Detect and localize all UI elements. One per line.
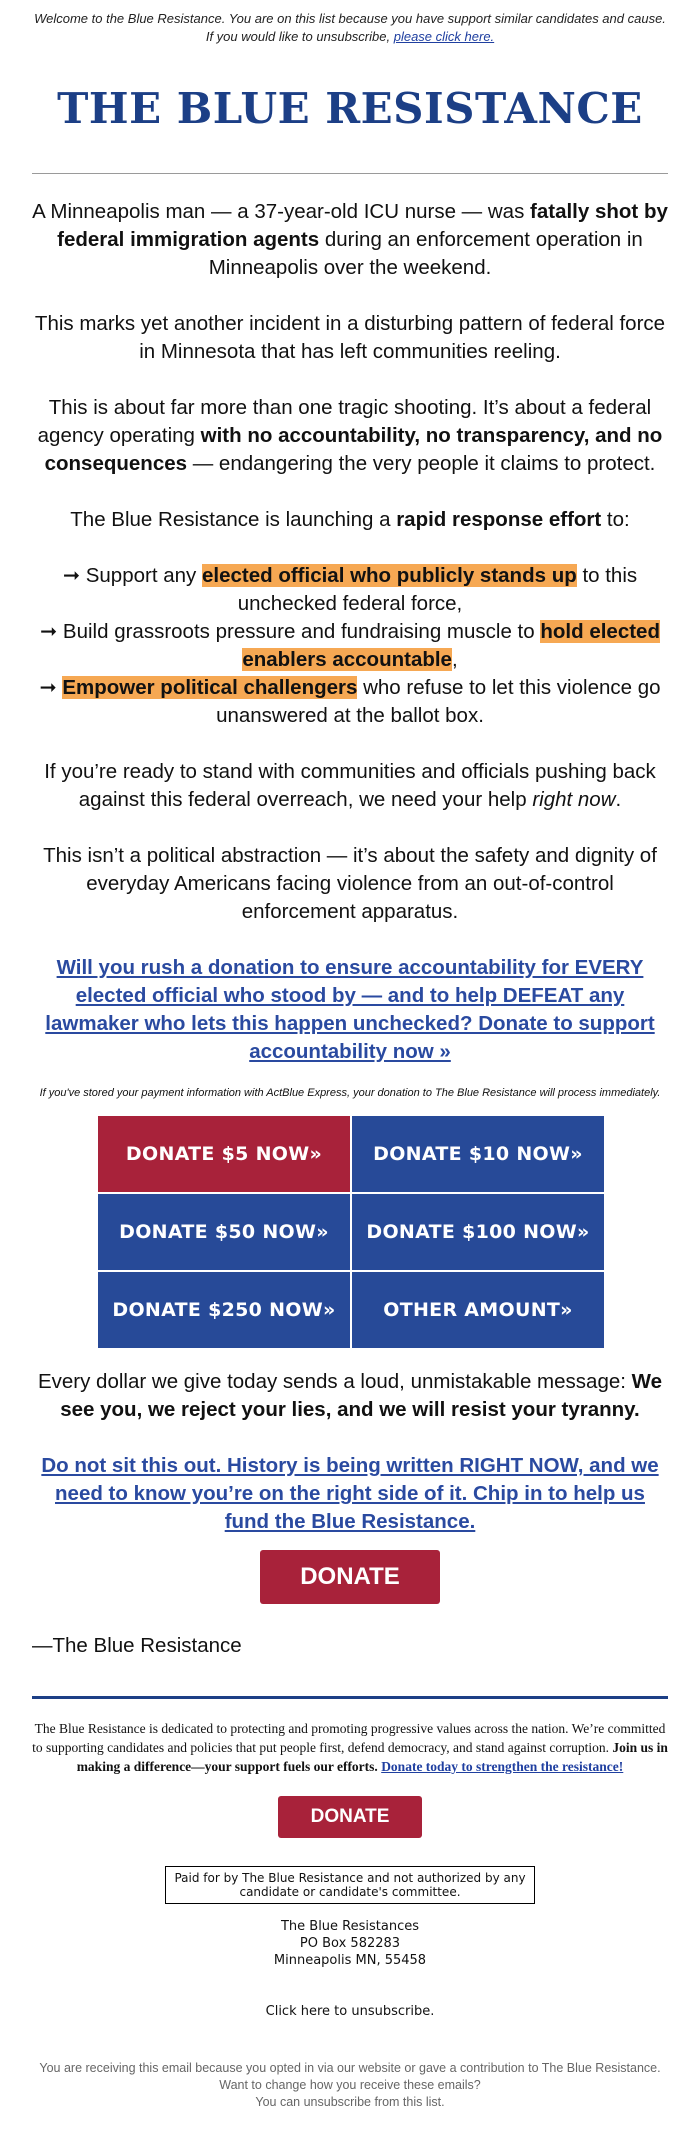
preheader <box>32 0 668 46</box>
bullet-1-text: Support any <box>80 564 202 587</box>
p5-text-c: . <box>615 788 622 811</box>
p7-text-a: Every dollar we give today sends a loud, unmistakable message: <box>37 1370 632 1393</box>
bullet-3-rest: who refuse to let this violence go unanswered at the ballot box. <box>216 676 661 727</box>
footer-donate-link[interactable]: Donate today to strengthen the resistance! <box>381 1759 624 1774</box>
p3-bold: with no accountability, no transparency, and no consequences <box>44 424 663 475</box>
logo-text: THE BLUE RESISTANCE <box>57 84 643 133</box>
mailing-address <box>32 1918 668 1969</box>
p4-bold: rapid response effort <box>396 508 602 531</box>
paragraph-1 <box>32 198 668 282</box>
paragraph-7 <box>32 1368 668 1424</box>
paragraph-5 <box>32 758 668 814</box>
donate-amount-button[interactable]: DONATE $5 NOW» <box>98 1116 350 1192</box>
donate-amount-grid <box>98 1116 602 1348</box>
footer-unsubscribe-link[interactable]: Click here to unsubscribe. <box>265 2004 435 2019</box>
address-city: Minneapolis MN, 55458 <box>273 1953 427 1968</box>
arrow-icon: ➞ <box>62 564 81 587</box>
optin-text: You are receiving this email because you opted in via our website or gave a contribution to The Blue Resistance. Want to change how you receive these emails? <box>39 2061 661 2092</box>
p1-text-a: A Minneapolis man — a 37-year-old ICU nurse — was <box>32 200 531 223</box>
paid-for-disclaimer: Paid for by The Blue Resistance and not authorized by any candidate or candidate's committee. <box>165 1866 535 1904</box>
p3-text-c: — endangering the very people it claims to protect. <box>187 452 656 475</box>
p1-text-c: during an enforcement operation in Minneapolis over the weekend. <box>208 228 643 279</box>
actblue-express-note: If you've stored your payment information with ActBlue Express, your donation to The Blue Resistance will process immediately. <box>39 1087 661 1099</box>
p7-bold: We see you, we reject your lies, and we will resist your tyranny. <box>60 1370 663 1421</box>
donate-amount-button[interactable]: DONATE $250 NOW» <box>98 1272 350 1348</box>
bullet-2-text: Build grassroots pressure and fundraising muscle to <box>57 620 541 643</box>
p4-text-a: The Blue Resistance is launching a <box>70 508 397 531</box>
donate-amount-button[interactable]: DONATE $10 NOW» <box>352 1116 604 1192</box>
bullet-1-rest: to this unchecked federal force, <box>237 564 638 615</box>
mission-bold: Join us in making a difference—your support fuels our efforts. <box>76 1740 668 1774</box>
footer-mission <box>32 1719 668 1776</box>
paragraph-2: This marks yet another incident in a disturbing pattern of federal force in Minnesota that has left communities reeling. <box>34 312 666 363</box>
bullet-2-highlight: hold elected enablers accountable <box>242 620 660 671</box>
logo <box>32 84 668 144</box>
signoff: —The Blue Resistance <box>32 1634 242 1657</box>
donate-cta-link-2[interactable]: Do not sit this out. History is being written RIGHT NOW, and we need to know you’re on the right side of it. Chip in to help us fund the Blue Resistance. <box>41 1454 659 1533</box>
unsubscribe-link[interactable]: please click here. <box>393 29 495 44</box>
address-name: The Blue Resistances <box>280 1919 420 1934</box>
mission-text: The Blue Resistance is dedicated to protecting and promoting progressive values across the nation. We’re committed to supporting candidates and policies that put people first, defend democracy, and stand against corruption. <box>32 1721 666 1755</box>
bullet-item-1 <box>32 562 668 618</box>
p4-text-c: to: <box>601 508 630 531</box>
footer-donate-button[interactable]: DONATE <box>278 1796 422 1838</box>
preheader-text: Welcome to the Blue Resistance. You are on this list because you have support similar candidates and cause. If you would like to unsubscribe, <box>34 11 666 44</box>
bullet-1-highlight: elected official who publicly stands up <box>201 564 577 587</box>
paragraph-3 <box>32 394 668 478</box>
p5-italic: right now <box>532 788 616 811</box>
p1-bold: fatally shot by federal immigration agents <box>57 200 668 251</box>
p3-text-a: This is about far more than one tragic shooting. It’s about a federal agency operating <box>37 396 652 447</box>
bullet-2-rest: , <box>451 648 458 671</box>
donate-amount-button[interactable]: OTHER AMOUNT» <box>352 1272 604 1348</box>
p5-text-a: If you’re ready to stand with communities and officials pushing back against this federal overreach, we need your help <box>44 760 656 811</box>
optin-notice <box>32 2060 668 2111</box>
donate-amount-button[interactable]: DONATE $50 NOW» <box>98 1194 350 1270</box>
bullet-list <box>32 562 668 730</box>
address-box: PO Box 582283 <box>299 1936 401 1951</box>
bullet-item-3 <box>32 674 668 730</box>
arrow-icon: ➞ <box>40 620 58 643</box>
arrow-icon: ➞ <box>39 676 57 699</box>
donate-amount-button[interactable]: DONATE $100 NOW» <box>352 1194 604 1270</box>
email-container <box>32 0 668 2111</box>
optin-unsubscribe-link[interactable]: You can unsubscribe from this list. <box>255 2095 445 2109</box>
paragraph-6: This isn’t a political abstraction — it’s about the safety and dignity of everyday Americans facing violence from an out-of-control enforcement apparatus. <box>43 844 657 923</box>
bullet-item-2 <box>32 618 668 674</box>
donate-button[interactable]: DONATE <box>260 1550 440 1604</box>
donate-cta-link-1[interactable]: Will you rush a donation to ensure accountability for EVERY elected official who stood by — and to help DEFEAT any lawmaker who lets this happen unchecked? Donate to support accountability now » <box>45 956 655 1063</box>
bullet-3-highlight: Empower political challengers <box>62 676 358 699</box>
paragraph-4 <box>32 506 668 534</box>
